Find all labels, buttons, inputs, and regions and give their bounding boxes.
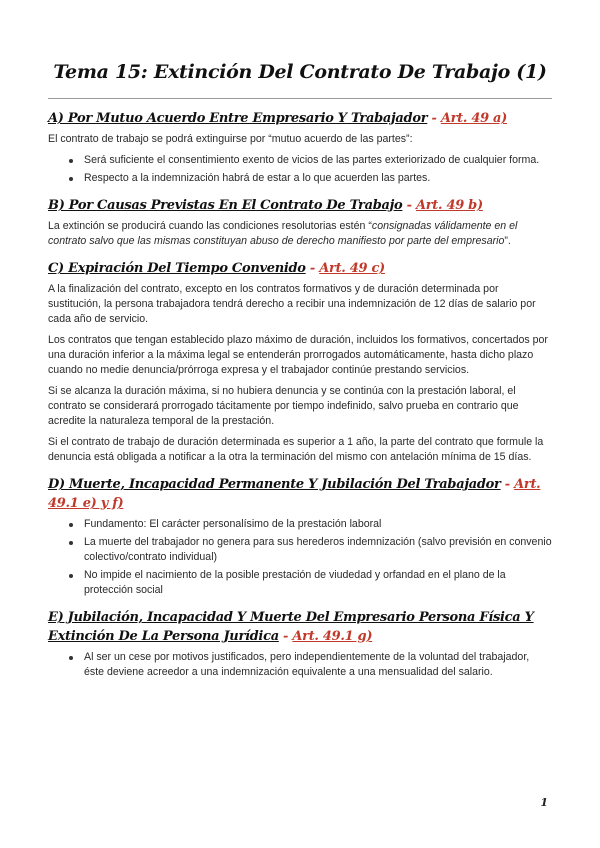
list-item: Fundamento: El carácter personalísimo de la prestación laboral (84, 517, 552, 532)
section-b-text-italic: consignadas válidamente en el contrato salvo que las mismas constituyan abuso de derecho manifiesto por parte del empresario (48, 220, 518, 247)
section-b-article: Art. 49 b) (415, 198, 483, 213)
section-c-dash: - (305, 261, 320, 276)
section-e-list (48, 650, 552, 680)
section-d-article: Art. 49.1 e) y f) (48, 477, 541, 511)
section-a-dash: - (427, 111, 441, 126)
section-d-title: D) Muerte, Incapacidad Permanente Y Jubilación Del Trabajador (48, 477, 501, 492)
page-title: Tema 15: Extinción Del Contrato De Trabajo (1) (53, 61, 547, 83)
section-c-paragraph: Los contratos que tengan establecido plazo máximo de duración, incluidos los formativos, concertados por una duración inferior a la máxima legal se entenderán prorrogados automáticamente, hasta dicho plazo cuando no medie denuncia/prórroga expresa y el trabajador continúe prestando servicios. (48, 334, 548, 376)
list-item: Al ser un cese por motivos justificados, pero independientemente de la voluntad del trabajador, éste deviene acreedor a una indemnización equivalente a una mensualidad del salario. (84, 650, 552, 680)
section-c-heading (48, 259, 552, 278)
title-divider (48, 98, 552, 99)
section-e-title: E) Jubilación, Incapacidad Y Muerte Del Empresario Persona Física Y Extinción De La Persona Jurídica (48, 610, 534, 644)
section-b-text-start: La extinción se producirá cuando las condiciones resolutorias estén “ (48, 220, 372, 232)
section-e-heading (48, 608, 552, 646)
section-b-heading (48, 196, 552, 215)
section-c-paragraph: Si el contrato de trabajo de duración determinada es superior a 1 año, la parte del contrato que formule la denuncia está obligada a notificar a la otra la terminación del mismo con antelación mínima de 15 días. (48, 436, 544, 463)
section-c-paragraph: Si se alcanza la duración máxima, si no hubiera denuncia y se continúa con la prestación laboral, el contrato se considerará prorrogado tácitamente por tiempo indefinido, salvo prueba en contrario que acredite la naturaleza temporal de la prestación. (48, 385, 519, 427)
section-a-title: A) Por Mutuo Acuerdo Entre Empresario Y Trabajador (48, 111, 428, 126)
section-a-list (48, 153, 552, 186)
section-a-intro: El contrato de trabajo se podrá extinguirse por “mutuo acuerdo de las partes”: (48, 133, 413, 145)
section-b-text-end: ”. (504, 235, 511, 247)
section-b-text (48, 219, 552, 249)
page-number: 1 (540, 796, 548, 809)
section-a-heading (48, 109, 552, 128)
section-c-paragraph: A la finalización del contrato, excepto en los contratos formativos y de duración determinada por sustitución, la persona trabajadora tendrá derecho a recibir una indemnización de 12 días de salario por cada año de servicio. (48, 283, 536, 325)
section-d-list (48, 517, 552, 598)
section-b-title: B) Por Causas Previstas En El Contrato De Trabajo (48, 198, 403, 213)
section-d-heading (48, 475, 552, 513)
section-c-title: C) Expiración Del Tiempo Convenido (48, 261, 306, 276)
section-e-dash: - (278, 629, 293, 644)
document-page (48, 0, 552, 684)
section-e-article: Art. 49.1 g) (292, 629, 373, 644)
section-c-article: Art. 49 c) (319, 261, 385, 276)
list-item: No impide el nacimiento de la posible prestación de viudedad y orfandad en el plano de la protección social (84, 568, 552, 598)
list-item: Será suficiente el consentimiento exento de vicios de las partes exteriorizado de cualquier forma. (84, 153, 552, 168)
section-b-dash: - (402, 198, 416, 213)
section-d-dash: - (500, 477, 515, 492)
section-a-article: Art. 49 a) (440, 111, 508, 126)
list-item: Respecto a la indemnización habrá de estar a lo que acuerden las partes. (84, 171, 552, 186)
list-item: La muerte del trabajador no genera para sus herederos indemnización (salvo previsión en convenio colectivo/contrato individual) (84, 536, 552, 563)
